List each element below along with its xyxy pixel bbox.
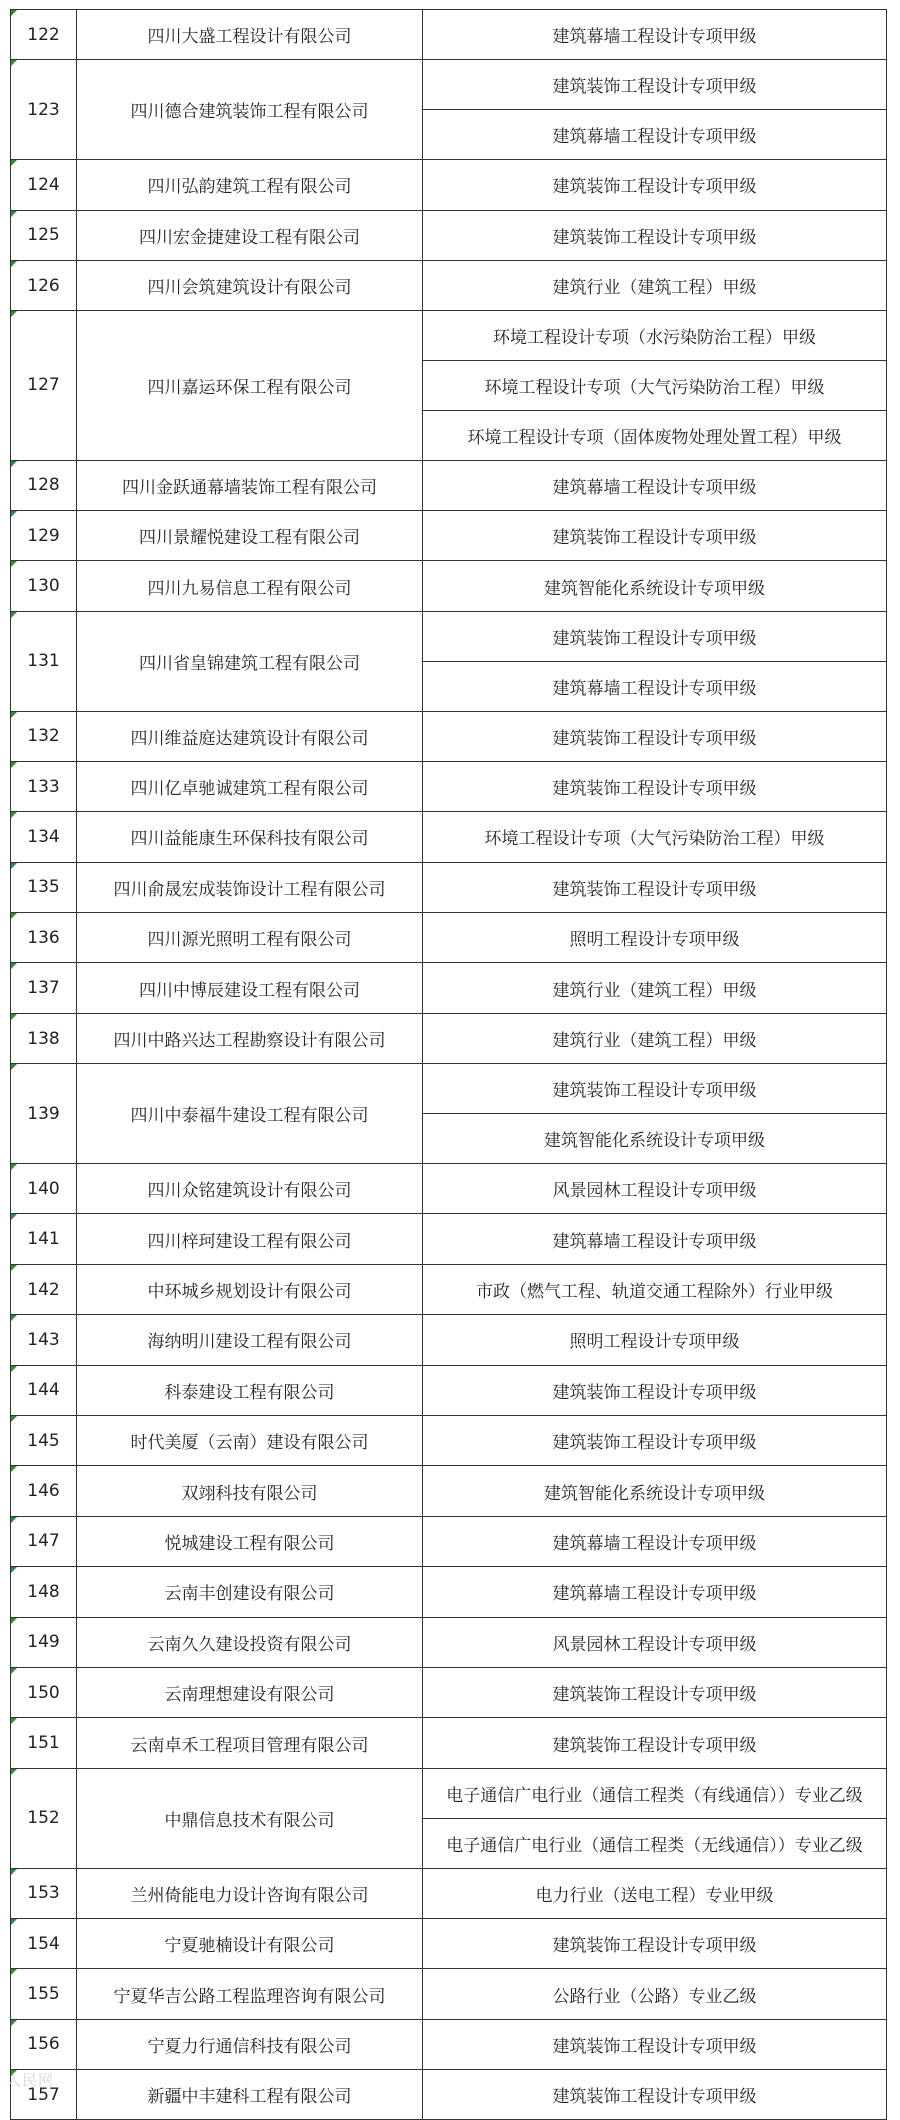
qualification-cell	[422, 261, 887, 310]
table-row	[10, 1466, 887, 1516]
qualification-cell	[422, 1618, 887, 1667]
qualification-item: 建筑装饰工程设计专项甲级	[552, 77, 757, 98]
company-name: 四川中博辰建设工程有限公司	[76, 963, 422, 1012]
qualification-cell	[422, 1064, 887, 1163]
qualification-cell	[422, 211, 887, 260]
row-number: 140	[10, 1164, 76, 1213]
company-name: 四川梓珂建设工程有限公司	[76, 1214, 422, 1263]
row-number: 128	[10, 461, 76, 510]
qualification-cell	[422, 60, 887, 159]
company-name: 四川众铭建筑设计有限公司	[76, 1164, 422, 1213]
company-name: 四川景耀悦建设工程有限公司	[76, 511, 422, 560]
qualification-cell	[422, 1416, 887, 1465]
table-row	[10, 1064, 887, 1164]
company-name: 四川中泰福牛建设工程有限公司	[76, 1064, 422, 1163]
qualification-cell	[422, 1969, 887, 2018]
table-row	[10, 762, 887, 812]
row-corner-marker	[11, 863, 17, 869]
table-row	[10, 60, 887, 160]
qualification-cell	[422, 160, 887, 209]
row-number: 152	[10, 1769, 76, 1868]
row-corner-marker	[11, 2020, 17, 2026]
row-number: 141	[10, 1214, 76, 1263]
row-number: 156	[10, 2020, 76, 2069]
row-number: 137	[10, 963, 76, 1012]
table-row	[10, 612, 887, 712]
row-corner-marker	[11, 612, 17, 618]
qualification-item: 环境工程设计专项（大气污染防治工程）甲级	[423, 360, 886, 410]
row-number: 123	[10, 60, 76, 159]
qualification-cell	[422, 812, 887, 861]
qualification-item: 风景园林工程设计专项甲级	[552, 1181, 757, 1202]
qualification-item: 建筑装饰工程设计专项甲级	[552, 1081, 757, 1102]
table-row	[10, 2020, 887, 2070]
company-name: 四川会筑建筑设计有限公司	[76, 261, 422, 310]
table-row	[10, 1618, 887, 1668]
company-name: 四川省皇锦建筑工程有限公司	[76, 612, 422, 711]
qualification-item: 建筑装饰工程设计专项甲级	[552, 628, 757, 649]
table-row	[10, 812, 887, 862]
row-corner-marker	[11, 311, 17, 317]
row-corner-marker	[11, 1466, 17, 1472]
qualification-cell	[422, 1265, 887, 1314]
row-number: 133	[10, 762, 76, 811]
table-row	[10, 1517, 887, 1567]
table-row	[10, 913, 887, 963]
table-row	[10, 2070, 887, 2120]
row-corner-marker	[11, 1969, 17, 1975]
row-number: 122	[10, 10, 76, 59]
qualification-cell	[422, 1315, 887, 1364]
company-name: 四川弘韵建筑工程有限公司	[76, 160, 422, 209]
qualification-cell	[422, 1718, 887, 1767]
table-row	[10, 1214, 887, 1264]
table-row	[10, 1265, 887, 1315]
row-corner-marker	[11, 10, 17, 16]
row-number: 148	[10, 1567, 76, 1616]
qualification-item: 风景园林工程设计专项甲级	[552, 1634, 757, 1655]
table-row	[10, 561, 887, 611]
qualification-cell	[422, 1014, 887, 1063]
company-name: 四川源光照明工程有限公司	[76, 913, 422, 962]
watermark-logo: 人民网	[6, 2071, 55, 2089]
row-number: 145	[10, 1416, 76, 1465]
qualification-item: 建筑装饰工程设计专项甲级	[552, 2087, 757, 2108]
row-number: 146	[10, 1466, 76, 1515]
table-row	[10, 863, 887, 913]
row-corner-marker	[11, 1366, 17, 1372]
table-row	[10, 1164, 887, 1214]
row-corner-marker	[11, 963, 17, 969]
qualification-cell	[422, 1668, 887, 1717]
qualification-item: 建筑装饰工程设计专项甲级	[552, 1735, 757, 1756]
row-corner-marker	[11, 1567, 17, 1573]
qualification-cell	[422, 461, 887, 510]
company-name: 四川嘉运环保工程有限公司	[76, 311, 422, 459]
qualification-cell	[422, 1517, 887, 1566]
row-corner-marker	[11, 1668, 17, 1674]
row-corner-marker	[11, 461, 17, 467]
table-row	[10, 461, 887, 511]
row-corner-marker	[11, 511, 17, 517]
company-name: 四川九易信息工程有限公司	[76, 561, 422, 610]
qualification-item: 电子通信广电行业（通信工程类（有线通信））专业乙级	[446, 1785, 863, 1806]
row-corner-marker	[11, 60, 17, 66]
qualification-item: 建筑幕墙工程设计专项甲级	[423, 109, 886, 159]
table-row	[10, 1919, 887, 1969]
qualification-cell	[422, 561, 887, 610]
row-corner-marker	[11, 1014, 17, 1020]
qualification-cell	[422, 712, 887, 761]
qualification-item: 建筑智能化系统设计专项甲级	[544, 578, 765, 599]
qualification-item: 建筑幕墙工程设计专项甲级	[552, 1533, 757, 1554]
table-row	[10, 712, 887, 762]
row-number: 157	[10, 2070, 76, 2119]
company-name: 四川大盛工程设计有限公司	[76, 10, 422, 59]
company-name: 四川维益庭达建筑设计有限公司	[76, 712, 422, 761]
qualification-cell	[422, 311, 887, 459]
table-row	[10, 1969, 887, 2019]
company-name: 悦城建设工程有限公司	[76, 1517, 422, 1566]
table-row	[10, 1315, 887, 1365]
qualification-item: 建筑幕墙工程设计专项甲级	[552, 27, 757, 48]
qualification-item: 建筑装饰工程设计专项甲级	[552, 879, 757, 900]
qualification-cell	[422, 10, 887, 59]
qualification-item: 建筑装饰工程设计专项甲级	[552, 528, 757, 549]
qualification-item: 建筑行业（建筑工程）甲级	[552, 278, 757, 299]
qualification-cell	[422, 1366, 887, 1415]
qualification-item: 建筑装饰工程设计专项甲级	[552, 1936, 757, 1957]
table-row	[10, 1416, 887, 1466]
company-name: 宁夏力行通信科技有限公司	[76, 2020, 422, 2069]
qualification-item: 建筑装饰工程设计专项甲级	[552, 227, 757, 248]
table-row	[10, 1869, 887, 1919]
company-name: 四川益能康生环保科技有限公司	[76, 812, 422, 861]
row-number: 130	[10, 561, 76, 610]
qualification-cell	[422, 612, 887, 711]
row-corner-marker	[11, 812, 17, 818]
row-corner-marker	[11, 1315, 17, 1321]
row-corner-marker	[11, 1064, 17, 1070]
qualification-item: 建筑幕墙工程设计专项甲级	[552, 1584, 757, 1605]
table-row	[10, 160, 887, 210]
qualification-item: 建筑装饰工程设计专项甲级	[552, 2036, 757, 2057]
company-name: 四川金跃通幕墙装饰工程有限公司	[76, 461, 422, 510]
row-corner-marker	[11, 261, 17, 267]
row-number: 142	[10, 1265, 76, 1314]
company-name: 宁夏驰楠设计有限公司	[76, 1919, 422, 1968]
row-corner-marker	[11, 1416, 17, 1422]
table-row	[10, 511, 887, 561]
qualification-item: 建筑幕墙工程设计专项甲级	[423, 661, 886, 711]
row-corner-marker	[11, 211, 17, 217]
qualification-item: 公路行业（公路）专业乙级	[552, 1986, 757, 2007]
row-corner-marker	[11, 913, 17, 919]
company-name: 云南卓禾工程项目管理有限公司	[76, 1718, 422, 1767]
qualification-cell	[422, 1214, 887, 1263]
company-name: 科泰建设工程有限公司	[76, 1366, 422, 1415]
qualification-item: 建筑装饰工程设计专项甲级	[552, 728, 757, 749]
row-number: 126	[10, 261, 76, 310]
qualification-item: 环境工程设计专项（固体废物处理处置工程）甲级	[423, 410, 886, 460]
row-corner-marker	[11, 1718, 17, 1724]
qualification-item: 建筑智能化系统设计专项甲级	[423, 1113, 886, 1163]
company-name: 海纳明川建设工程有限公司	[76, 1315, 422, 1364]
row-number: 139	[10, 1064, 76, 1163]
qualification-item: 建筑装饰工程设计专项甲级	[552, 1382, 757, 1403]
row-number: 136	[10, 913, 76, 962]
row-corner-marker	[11, 1869, 17, 1875]
row-corner-marker	[11, 1517, 17, 1523]
table-row	[10, 1718, 887, 1768]
company-name: 四川俞晟宏成装饰设计工程有限公司	[76, 863, 422, 912]
row-corner-marker	[11, 762, 17, 768]
table-row	[10, 1567, 887, 1617]
qualification-item: 建筑行业（建筑工程）甲级	[552, 980, 757, 1001]
row-number: 132	[10, 712, 76, 761]
row-corner-marker	[11, 160, 17, 166]
row-number: 127	[10, 311, 76, 459]
table-row	[10, 1014, 887, 1064]
table-row	[10, 211, 887, 261]
company-name: 四川亿卓驰诚建筑工程有限公司	[76, 762, 422, 811]
row-number: 134	[10, 812, 76, 861]
qualification-item: 照明工程设计专项甲级	[569, 930, 740, 951]
row-number: 151	[10, 1718, 76, 1767]
qualification-cell	[422, 1869, 887, 1918]
row-number: 125	[10, 211, 76, 260]
row-number: 129	[10, 511, 76, 560]
row-number: 153	[10, 1869, 76, 1918]
row-number: 147	[10, 1517, 76, 1566]
qualification-item: 环境工程设计专项（水污染防治工程）甲级	[493, 328, 816, 349]
company-name: 云南久久建设投资有限公司	[76, 1618, 422, 1667]
qualification-cell	[422, 1164, 887, 1213]
qualification-cell	[422, 1919, 887, 1968]
table-row	[10, 1366, 887, 1416]
company-name: 中环城乡规划设计有限公司	[76, 1265, 422, 1314]
qualification-table	[10, 9, 887, 2120]
qualification-item: 建筑行业（建筑工程）甲级	[552, 1031, 757, 1052]
qualification-item: 建筑装饰工程设计专项甲级	[552, 177, 757, 198]
qualification-cell	[422, 511, 887, 560]
company-name: 四川宏金捷建设工程有限公司	[76, 211, 422, 260]
row-number: 138	[10, 1014, 76, 1063]
company-name: 新疆中丰建科工程有限公司	[76, 2070, 422, 2119]
row-number: 124	[10, 160, 76, 209]
qualification-cell	[422, 863, 887, 912]
table-row	[10, 261, 887, 311]
qualification-item: 建筑幕墙工程设计专项甲级	[552, 477, 757, 498]
table-row	[10, 1769, 887, 1869]
qualification-item: 建筑智能化系统设计专项甲级	[544, 1483, 765, 1504]
company-name: 四川中路兴达工程勘察设计有限公司	[76, 1014, 422, 1063]
qualification-cell	[422, 2020, 887, 2069]
qualification-item: 电力行业（送电工程）专业甲级	[535, 1885, 774, 1906]
row-corner-marker	[11, 1164, 17, 1170]
row-number: 131	[10, 612, 76, 711]
row-corner-marker	[11, 1214, 17, 1220]
qualification-item: 建筑幕墙工程设计专项甲级	[552, 1231, 757, 1252]
qualification-item: 建筑装饰工程设计专项甲级	[552, 1685, 757, 1706]
table-row	[10, 1668, 887, 1718]
company-name: 宁夏华吉公路工程监理咨询有限公司	[76, 1969, 422, 2018]
qualification-cell	[422, 2070, 887, 2119]
row-corner-marker	[11, 712, 17, 718]
row-number: 144	[10, 1366, 76, 1415]
row-number: 150	[10, 1668, 76, 1717]
table-row	[10, 10, 887, 60]
company-name: 双翊科技有限公司	[76, 1466, 422, 1515]
table-row	[10, 311, 887, 460]
qualification-item: 建筑装饰工程设计专项甲级	[552, 1433, 757, 1454]
row-number: 155	[10, 1969, 76, 2018]
qualification-cell	[422, 963, 887, 1012]
row-corner-marker	[11, 1618, 17, 1624]
company-name: 云南理想建设有限公司	[76, 1668, 422, 1717]
qualification-item: 市政（燃气工程、轨道交通工程除外）行业甲级	[476, 1282, 833, 1303]
qualification-item: 环境工程设计专项（大气污染防治工程）甲级	[484, 829, 825, 850]
company-name: 四川德合建筑装饰工程有限公司	[76, 60, 422, 159]
company-name: 中鼎信息技术有限公司	[76, 1769, 422, 1868]
table-row	[10, 963, 887, 1013]
row-number: 154	[10, 1919, 76, 1968]
qualification-item: 电子通信广电行业（通信工程类（无线通信））专业乙级	[423, 1818, 886, 1868]
qualification-cell	[422, 913, 887, 962]
row-number: 143	[10, 1315, 76, 1364]
qualification-item: 建筑装饰工程设计专项甲级	[552, 779, 757, 800]
qualification-cell	[422, 1466, 887, 1515]
company-name: 时代美厦（云南）建设有限公司	[76, 1416, 422, 1465]
row-corner-marker	[11, 1265, 17, 1271]
qualification-cell	[422, 1567, 887, 1616]
company-name: 兰州倚能电力设计咨询有限公司	[76, 1869, 422, 1918]
row-corner-marker	[11, 1769, 17, 1775]
row-number: 135	[10, 863, 76, 912]
row-corner-marker	[11, 1919, 17, 1925]
row-number: 149	[10, 1618, 76, 1667]
qualification-cell	[422, 1769, 887, 1868]
row-corner-marker	[11, 561, 17, 567]
qualification-item: 照明工程设计专项甲级	[569, 1332, 740, 1353]
company-name: 云南丰创建设有限公司	[76, 1567, 422, 1616]
qualification-cell	[422, 762, 887, 811]
